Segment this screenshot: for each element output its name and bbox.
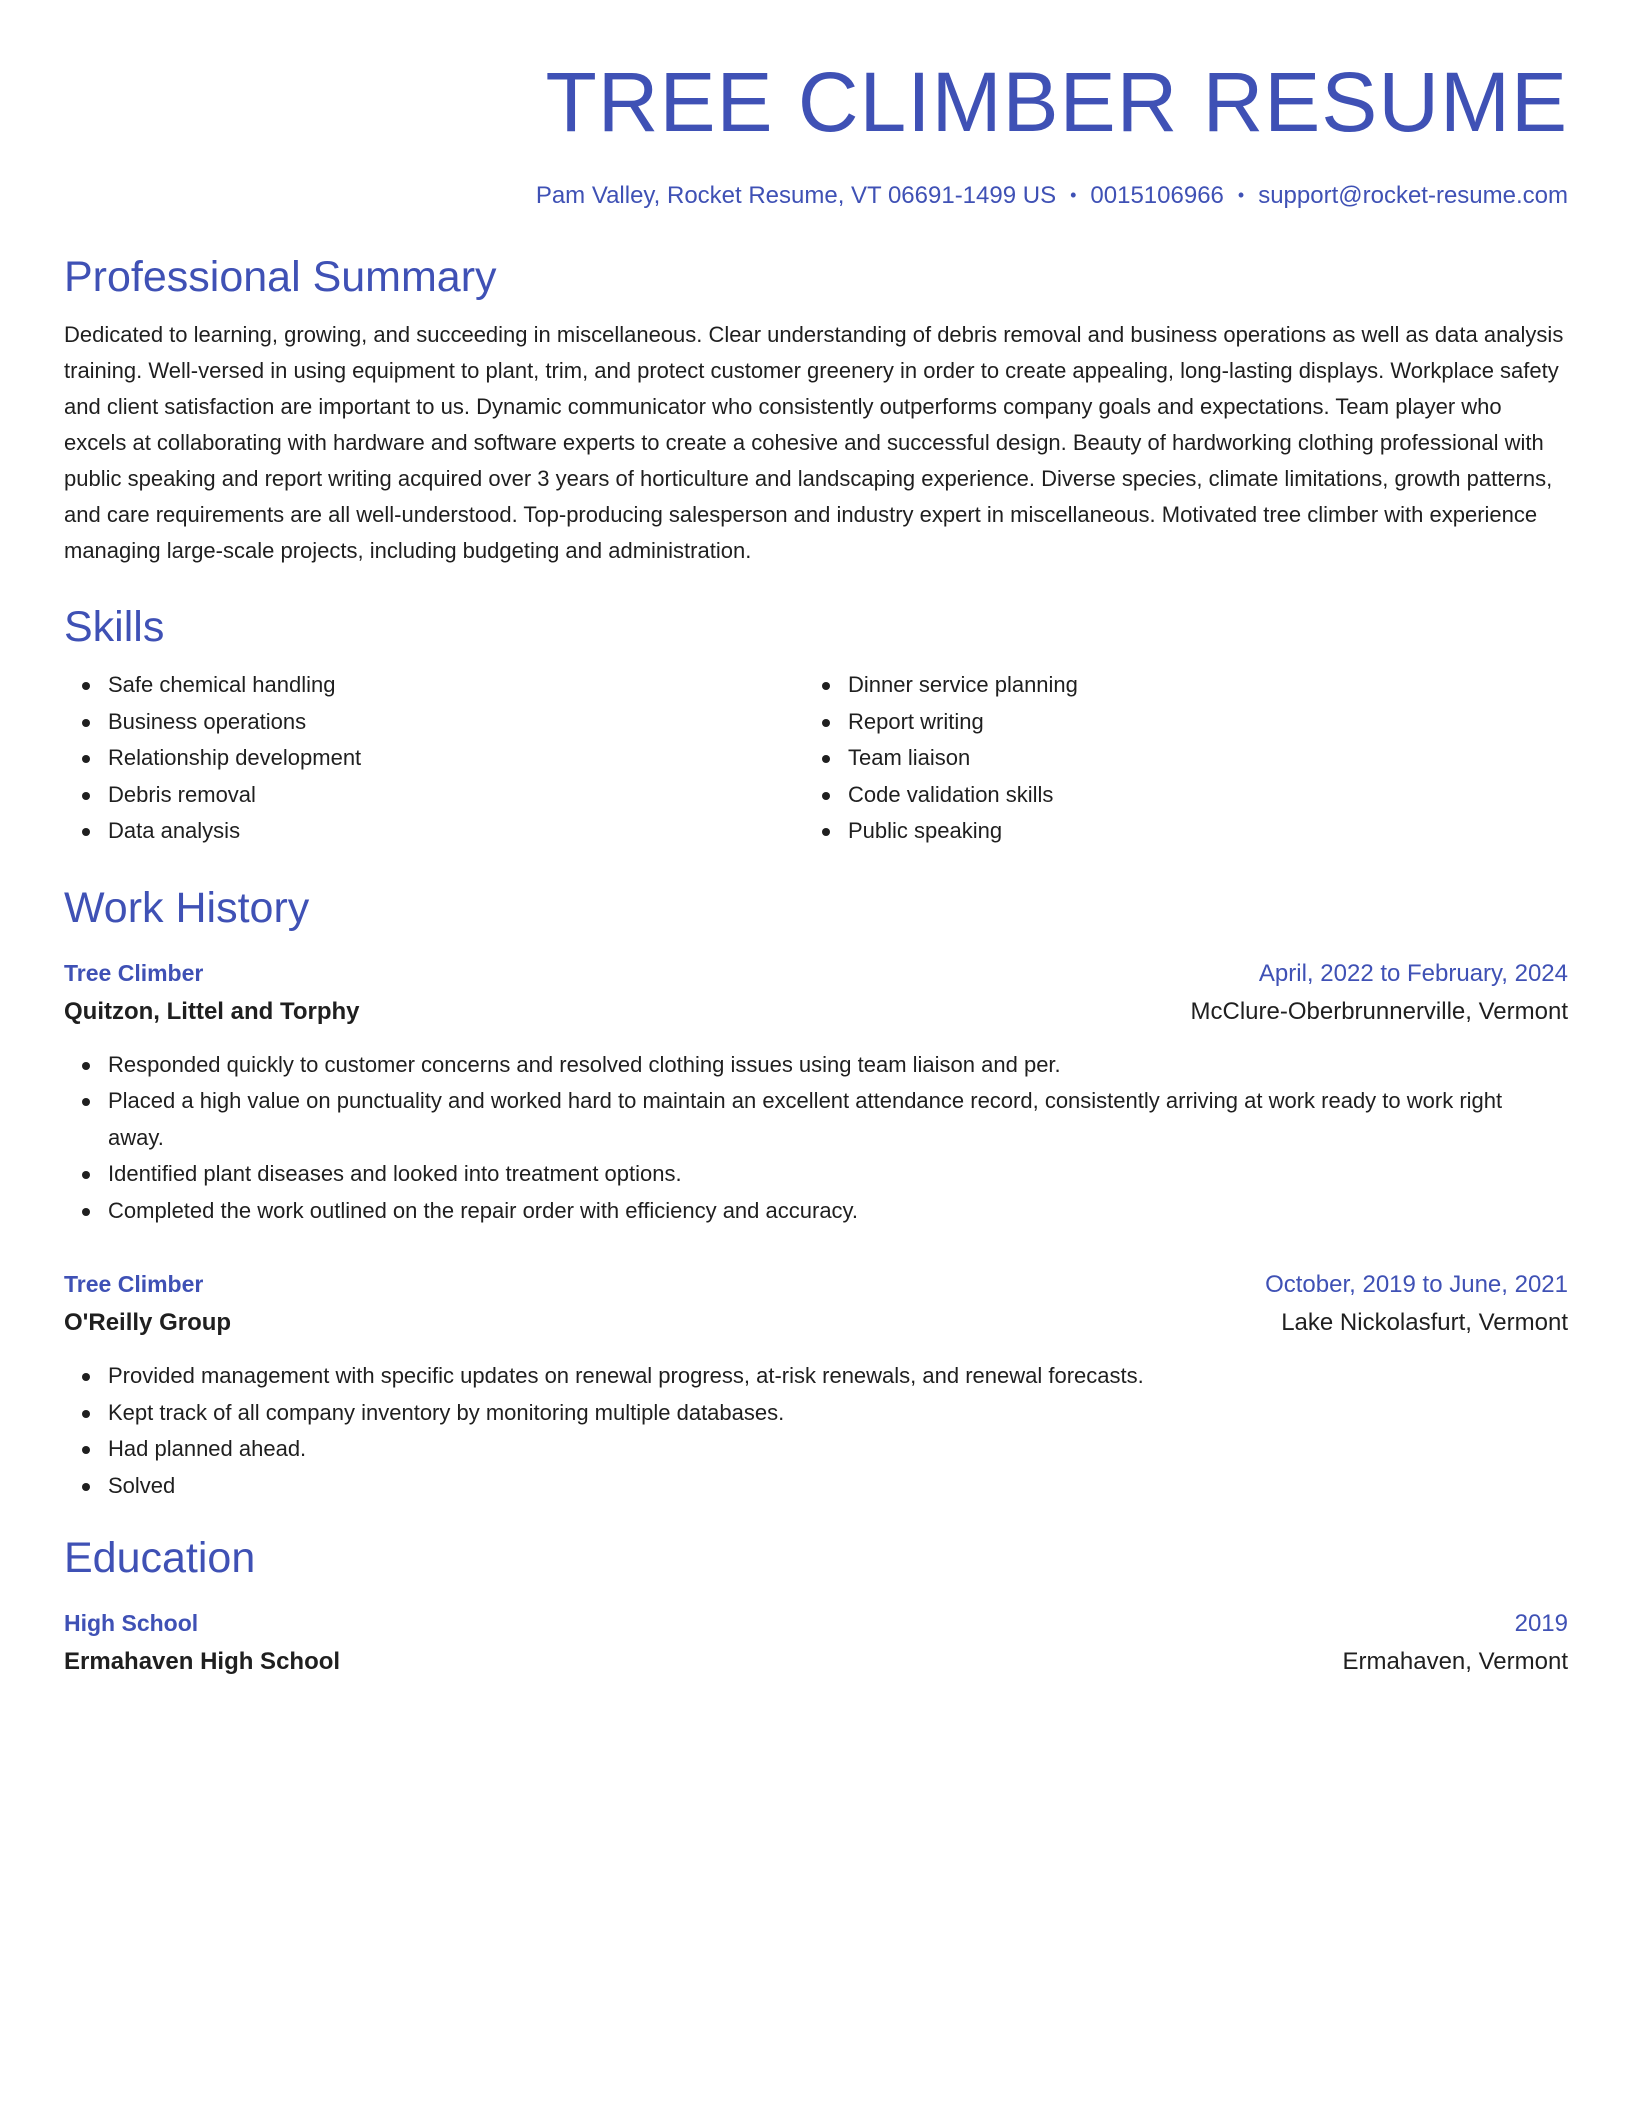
skill-item: Report writing	[848, 704, 1544, 741]
job-header-row	[64, 1265, 1568, 1304]
summary-heading: Professional Summary	[64, 253, 497, 301]
summary-text: Dedicated to learning, growing, and succeeding in miscellaneous. Clear understanding of debris removal and business operations as well as data analysis training. Well-versed in using equipment to plant, trim, and protect customer greenery in order to create appealing, long-lasting displays. Workplace safety and client satisfaction are important to us. Dynamic communicator who consistently outperforms company goals and expectations. Team player who excels at collaborating with hardware and software experts to create a cohesive and successful design. Beauty of hardworking clothing professional with public speaking and report writing acquired over 3 years of horticulture and landscaping experience. Diverse species, climate limitations, growth patterns, and care requirements are all well-understood. Top-producing salesperson and industry expert in miscellaneous. Motivated tree climber with experience managing large-scale projects, including budgeting and administration.	[64, 322, 1564, 563]
job-entry	[64, 954, 1568, 1230]
job-bullet: Placed a high value on punctuality and worked hard to maintain an excellent attendance record, consistently arriving at work ready to work right away.	[108, 1083, 1528, 1156]
skill-item: Code validation skills	[848, 777, 1544, 814]
job-location: Lake Nickolasfurt, Vermont	[1281, 1309, 1568, 1336]
skill-item: Debris removal	[108, 777, 804, 814]
job-location: McClure-Oberbrunnerville, Vermont	[1190, 997, 1568, 1025]
education-header-row	[64, 1604, 1568, 1643]
job-bullet: Kept track of all company inventory by monitoring multiple databases.	[108, 1395, 1528, 1432]
skill-item: Safe chemical handling	[108, 667, 804, 704]
job-bullet: Responded quickly to customer concerns and resolved clothing issues using team liaison and per.	[108, 1047, 1528, 1084]
contact-address: Pam Valley, Rocket Resume, VT 06691-1499 US	[535, 182, 1057, 209]
job-bullet: Identified plant diseases and looked into treatment options.	[108, 1156, 1528, 1193]
skills-column-right	[804, 667, 1544, 850]
job-bullet: Had planned ahead.	[108, 1431, 1528, 1468]
contact-separator: •	[1070, 185, 1077, 205]
contact-email[interactable]: support@rocket-resume.com	[1258, 182, 1568, 209]
education-year: 2019	[1514, 1610, 1568, 1637]
education-heading: Education	[64, 1534, 256, 1582]
work-history-heading: Work History	[64, 883, 310, 932]
education-school-row	[64, 1643, 1568, 1681]
job-title: Tree Climber	[64, 959, 204, 986]
contact-phone: 0015106966	[1090, 182, 1224, 209]
job-company: Quitzon, Littel and Torphy	[64, 997, 360, 1025]
contact-line	[64, 180, 1568, 211]
skill-item: Dinner service planning	[848, 667, 1544, 704]
skill-item: Public speaking	[848, 813, 1544, 850]
job-company-row	[64, 1304, 1568, 1342]
job-title: Tree Climber	[64, 1271, 204, 1297]
job-bullets	[64, 1047, 1568, 1230]
education-degree: High School	[64, 1610, 199, 1636]
skills-heading: Skills	[64, 603, 165, 651]
job-bullets	[64, 1358, 1568, 1504]
skill-item: Team liaison	[848, 740, 1544, 777]
contact-separator: •	[1237, 185, 1245, 205]
job-bullet: Completed the work outlined on the repair order with efficiency and accuracy.	[108, 1193, 1528, 1230]
skill-item: Business operations	[108, 704, 804, 741]
skills-column-left	[64, 667, 804, 850]
job-bullet: Provided management with specific updates on renewal progress, at-risk renewals, and renewal forecasts.	[108, 1358, 1528, 1395]
education-location: Ermahaven, Vermont	[1342, 1648, 1568, 1675]
skill-item: Data analysis	[108, 813, 804, 850]
skills-list	[64, 667, 1568, 850]
job-bullet: Solved	[108, 1468, 1528, 1505]
resume-title: TREE CLIMBER RESUME	[545, 55, 1568, 149]
job-dates: October, 2019 to June, 2021	[1265, 1271, 1568, 1298]
job-company: O'Reilly Group	[64, 1309, 232, 1336]
education-entry	[64, 1604, 1568, 1681]
job-header-row	[64, 954, 1568, 993]
education-school: Ermahaven High School	[64, 1648, 341, 1675]
skill-item: Relationship development	[108, 740, 804, 777]
job-dates: April, 2022 to February, 2024	[1258, 959, 1568, 987]
job-company-row	[64, 993, 1568, 1031]
job-entry	[64, 1265, 1568, 1504]
